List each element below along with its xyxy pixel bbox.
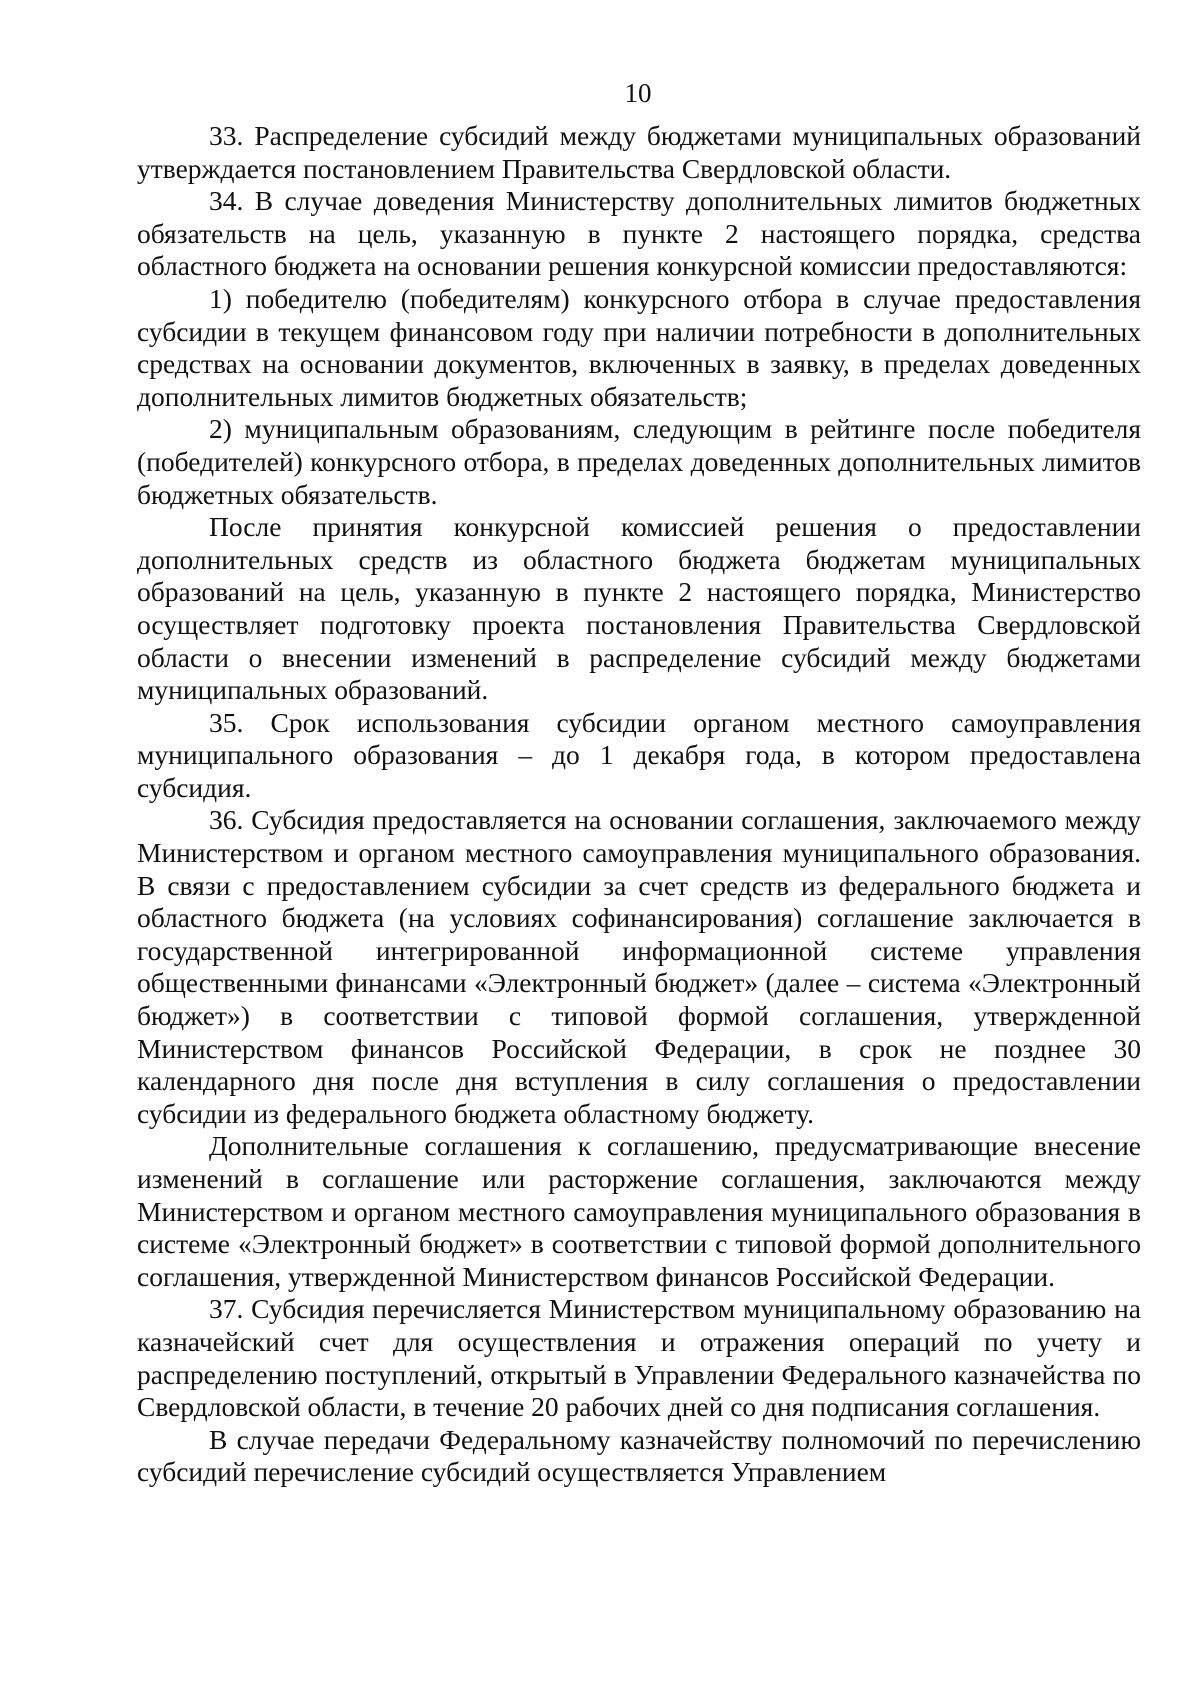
document-body bbox=[137, 120, 1141, 1489]
paragraph-36: 36. Субсидия предоставляется на основании соглашения, заключаемого между Министерством и органом местного самоуправления муниципального образования. В связи с предоставлением субсидии за счет средств из федерального бюджета и областного бюджета (на условиях софинансирования) соглашение заключается в государственной интегрированной информационной системе управления общественными финансами «Электронный бюджет» (далее – система «Электронный бюджет») в соответствии с типовой формой соглашения, утвержденной Министерством финансов Российской Федерации, в срок не позднее 30 календарного дня после дня вступления в силу соглашения о предоставлении субсидии из федерального бюджета областному бюджету. bbox=[137, 804, 1141, 1129]
paragraph-34-after-decision: После принятия конкурсной комиссией решения о предоставлении дополнительных средств из областного бюджета бюджетам муниципальных образований на цель, указанную в пункте 2 настоящего порядка, Министерство осуществляет подготовку проекта постановления Правительства Свердловской области о внесении изменений в распределение субсидий между бюджетами муниципальных образований. bbox=[137, 511, 1141, 706]
paragraph-37: 37. Субсидия перечисляется Министерством муниципальному образованию на казначейский счет для осуществления и отражения операций по учету и распределению поступлений, открытый в Управлении Федерального казначейства по Свердловской области, в течение 20 рабочих дней со дня подписания соглашения. bbox=[137, 1293, 1141, 1423]
page-number: 10 bbox=[624, 78, 652, 108]
paragraph-33: 33. Распределение субсидий между бюджетами муниципальных образований утверждается постановлением Правительства Свердловской области. bbox=[137, 120, 1141, 184]
paragraph-34-item-2: 2) муниципальным образованиям, следующим в рейтинге после победителя (победителей) конкурсного отбора, в пределах доведенных дополнительных лимитов бюджетных обязательств. bbox=[137, 413, 1141, 510]
paragraph-34: 34. В случае доведения Министерству дополнительных лимитов бюджетных обязательств на цель, указанную в пункте 2 настоящего порядка, средства областного бюджета на основании решения конкурсной комиссии предоставляются: bbox=[137, 185, 1141, 282]
paragraph-36-additional-agreements: Дополнительные соглашения к соглашению, предусматривающие внесение изменений в соглашение или расторжение соглашения, заключаются между Министерством и органом местного самоуправления муниципального образования в системе «Электронный бюджет» в соответствии с типовой формой дополнительного соглашения, утвержденной Министерством финансов Российской Федерации. bbox=[137, 1130, 1141, 1292]
paragraph-35: 35. Срок использования субсидии органом местного самоуправления муниципального образования – до 1 декабря года, в котором предоставлена субсидия. bbox=[137, 706, 1141, 803]
paragraph-37-treasury-transfer: В случае передачи Федеральному казначейству полномочий по перечислению субсидий перечисление субсидий осуществляется Управлением bbox=[137, 1423, 1141, 1488]
paragraph-34-item-1: 1) победителю (победителям) конкурсного отбора в случае предоставления субсидии в текущем финансовом году при наличии потребности в дополнительных средствах на основании документов, включенных в заявку, в пределах доведенных дополнительных лимитов бюджетных обязательств; bbox=[137, 282, 1141, 412]
